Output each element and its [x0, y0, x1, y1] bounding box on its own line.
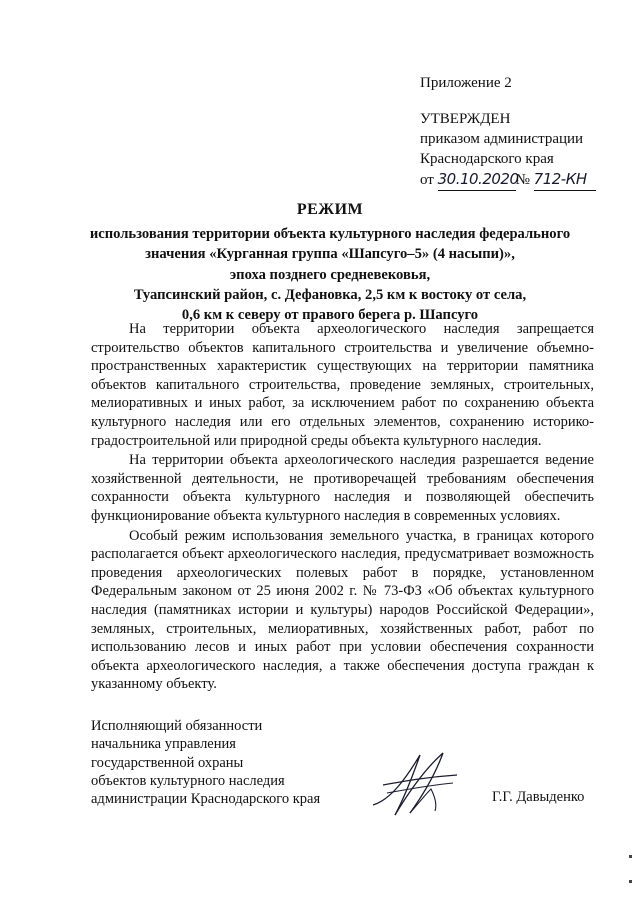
position-line-3: государственной охраны — [91, 754, 244, 771]
position-line-4: объектов культурного наследия — [91, 772, 285, 789]
paragraph-permissions: На территории объекта археологического наследия разрешается ведение хозяйственной деятельности, не противоречащей требованиям обеспечения сохранности объекта культурного наследия и позволяющей обеспечить функционирование объекта культурного наследия в современных условиях. — [91, 452, 594, 524]
paragraph-special-regime: Особый режим использования земельного участка, в границах которого располагается объект археологического наследия, предусматривает возможность проведения археологических полевых работ в порядке, установленном Федеральным законом от 25 июня 2002 г. № 73-ФЗ «Об объектах культурного наследия (памятниках истории и культуры) народов Российской Федерации», земляных, строительных, мелиоративных, хозяйственных работ, работ по использованию лесов и иных работ при условии обеспечения сохранности объекта археологического наследия, а также обеспечения доступа граждан к указанному объекту. — [91, 527, 594, 693]
paragraph-prohibitions: На территории объекта археологического наследия запрещается строительство объектов капитального строительства и увеличение объемно-пространственных характеристик существующих на территории памятника объектов капитального строительства, проведение земляных, строительных, мелиоративных и иных работ, за исключением работ по сохранению объекта культурного наследия или его отдельных элементов, сохранению историко-градостроительной или природной среды объекта культурного наследия. — [91, 321, 594, 449]
appendix-label: Приложение 2 — [420, 75, 512, 91]
title-line-5: 0,6 км к северу от правого берега р. Шапсуго — [181, 307, 479, 324]
scan-mark — [629, 855, 632, 858]
order-date-number — [420, 169, 596, 191]
from-label: от — [420, 172, 434, 188]
title-line-2: значения «Курганная группа «Шапсуго–5» (4 насыпи)», — [145, 246, 515, 263]
document-title — [60, 200, 600, 325]
title-line-1: использования территории объекта культурного наследия федерального — [89, 226, 571, 243]
position-line-1: Исполняющий обязанности — [91, 718, 263, 734]
order-number-handwritten: 712-КН — [533, 170, 587, 188]
signatory-name: Г.Г. Давыденко — [492, 789, 585, 805]
approved-by-line-1: приказом администрации — [420, 131, 584, 147]
approved-heading: УТВЕРЖДЕН — [420, 111, 511, 127]
order-date-handwritten: 30.10.2020 — [437, 170, 519, 188]
signatory-position — [91, 717, 320, 808]
handwritten-signature — [365, 745, 465, 820]
position-line-2: начальника управления — [91, 736, 236, 753]
scan-mark — [629, 880, 632, 883]
order-date-field — [437, 169, 519, 191]
title-line-3: эпоха позднего средневековья, — [229, 266, 431, 283]
number-label: № — [515, 172, 530, 188]
order-number-field — [534, 169, 596, 191]
approved-by-line-2: Краснодарского края — [420, 151, 554, 167]
approval-stamp — [420, 109, 596, 191]
title-line-4: Туапсинский район, с. Дефановка, 2,5 км к востоку от села, — [133, 286, 527, 303]
position-line-5: администрации Краснодарского края — [91, 791, 321, 808]
document-body — [91, 320, 594, 694]
title-main: РЕЖИМ — [296, 201, 364, 218]
